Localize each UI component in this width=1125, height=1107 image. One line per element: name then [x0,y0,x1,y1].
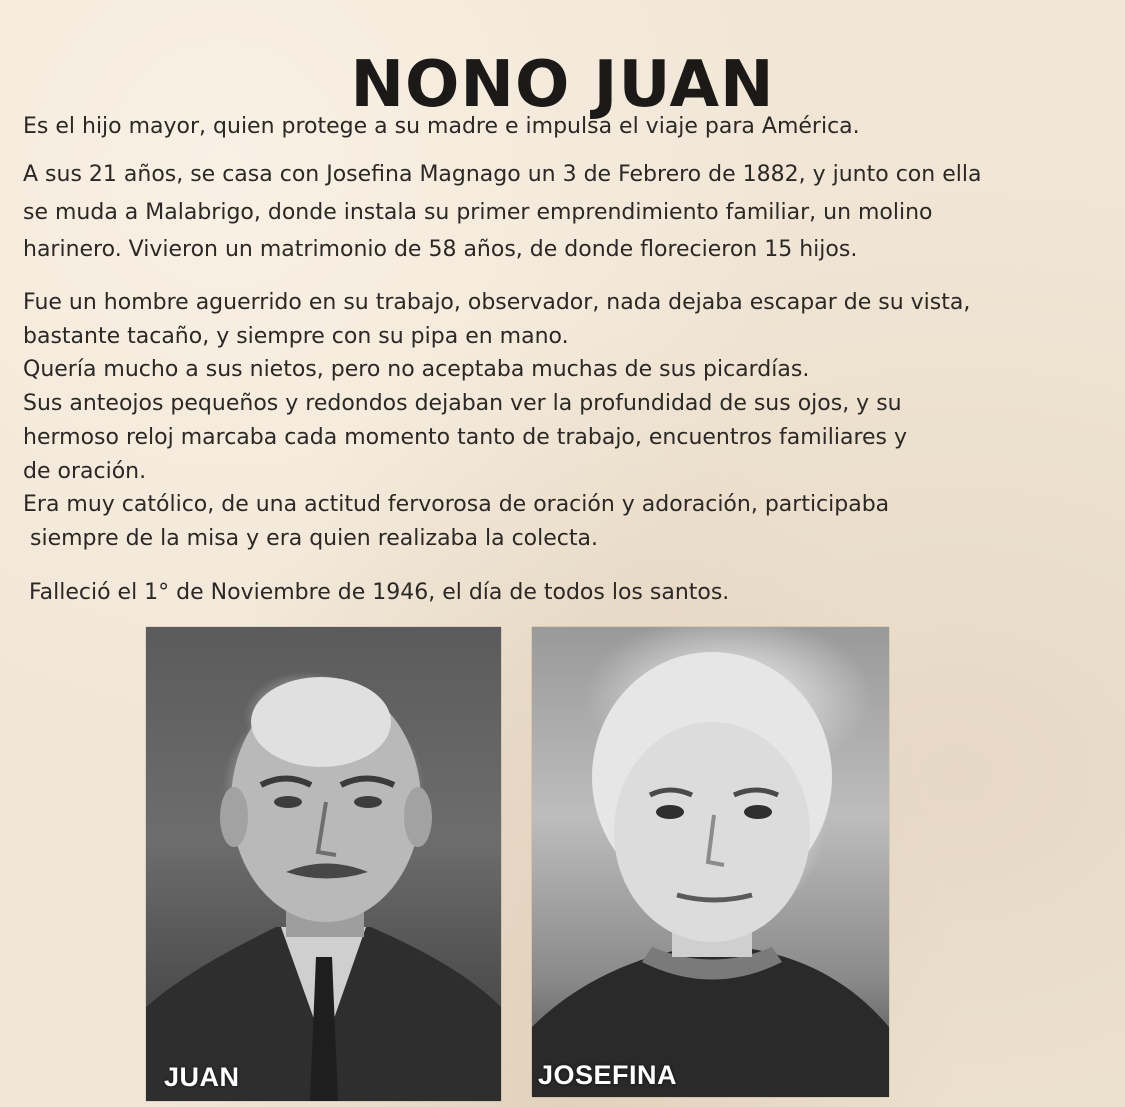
text-line: Quería mucho a sus nietos, pero no aceptaba muchas de sus picardías. [23,357,810,383]
death-paragraph [29,574,729,612]
josefina-photo-label: JOSEFINA [538,1060,678,1090]
juan-portrait-photo [146,627,501,1101]
text-line: bastante tacaño, y siempre con su pipa en mano. [23,323,569,349]
page-title: NONO JUAN [350,47,775,122]
text-line: Falleció el 1° de Noviembre de 1946, el día de todos los santos. [29,580,730,605]
text-line: de oración. [23,458,147,484]
text-line: Fue un hombre aguerrido en su trabajo, observador, nada dejaba escapar de su vista, [23,290,971,315]
text-line: hermoso reloj marcaba cada momento tanto de trabajo, encuentros familiares y [23,424,908,450]
text-line: Sus anteojos pequeños y redondos dejaban ver la profundidad de sus ojos, y su [23,391,902,417]
character-paragraph [23,286,970,556]
juan-photo-label: JUAN [164,1062,240,1092]
text-line: A sus 21 años, se casa con Josefina Magnago un 3 de Febrero de 1882, y junto con ella [23,162,982,187]
juan-portrait-illustration [146,627,501,1101]
josefina-portrait-illustration [532,627,889,1097]
text-line: harinero. Vivieron un matrimonio de 58 años, de donde florecieron 15 hijos. [23,237,858,262]
text-line: Es el hijo mayor, quien protege a su madre e impulsa el viaje para América. [23,114,860,139]
josefina-portrait-photo [532,627,889,1097]
marriage-paragraph [23,156,981,269]
text-line: siempre de la misa y era quien realizaba la colecta. [30,525,598,551]
text-line: Era muy católico, de una actitud fervorosa de oración y adoración, participaba [23,492,890,518]
intro-paragraph [23,108,860,146]
text-line: se muda a Malabrigo, donde instala su primer emprendimiento familiar, un molino [23,199,933,225]
